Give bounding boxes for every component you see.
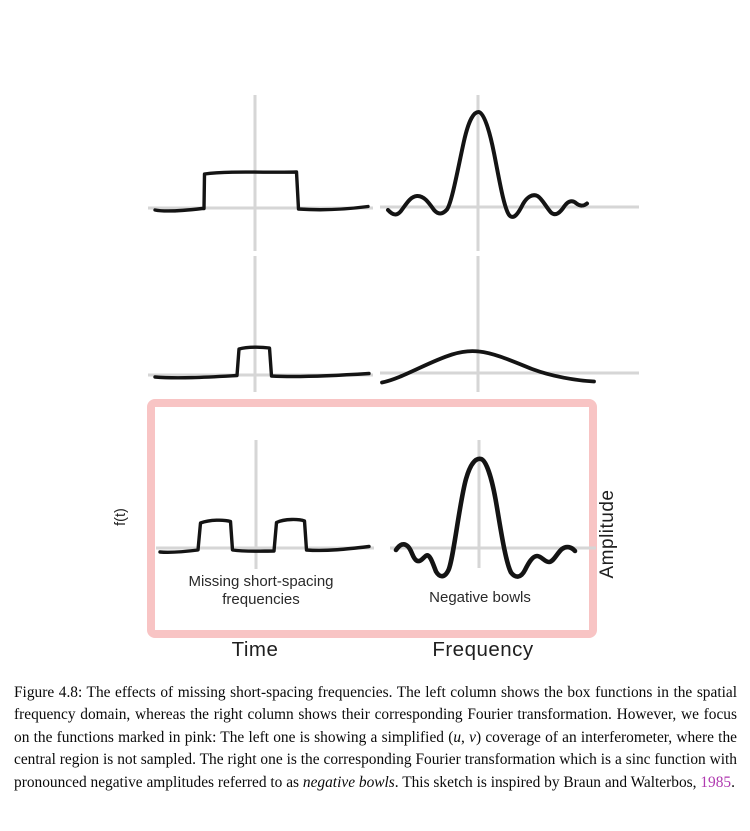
caption-segment: . This sketch is inspired by Braun and Walterbos,	[394, 773, 701, 791]
citation-link-1985[interactable]: 1985	[700, 773, 732, 791]
plot-box-wide	[148, 95, 373, 251]
plot-sinc	[380, 95, 639, 251]
caption-segment: ,	[461, 728, 470, 746]
broad-gaussian-curve	[382, 351, 594, 382]
caption-segment: ) coverage of an interferometer, where the central region is not sampled. The right one is the corresponding Fourier transformation which is a sinc function with pronounced negative amplitudes referred to as	[14, 728, 737, 791]
wide-box-curve	[155, 172, 368, 211]
caption-math-u: u	[453, 728, 462, 746]
sinc-curve	[388, 112, 587, 217]
plot-broad-gaussian	[380, 256, 639, 392]
annotation-line-1: Missing short-spacing	[188, 573, 334, 590]
caption-negative-bowls-emphasis: negative bowls	[302, 773, 395, 791]
y-axis-label-amplitude: Amplitude	[597, 489, 618, 579]
x-axis-label-frequency: Frequency	[432, 638, 534, 661]
narrow-box-curve	[155, 347, 369, 378]
x-axis-label-time: Time	[231, 638, 279, 661]
caption-segment: .	[731, 773, 735, 791]
figure-caption	[14, 682, 737, 794]
annotation-line-2: frequencies	[222, 590, 300, 608]
caption-segment: Figure 4.8: The effects of missing short-spacing frequencies. The left column shows the box functions in the spatial frequency domain, whereas the right column shows their corresponding Fourier transformation. However, we focus on the functions marked in pink: The left one is showing a simplified (	[14, 684, 737, 746]
caption-math-v: v	[469, 728, 476, 746]
annotation-negative-bowls: Negative bowls	[429, 589, 531, 606]
plot-box-narrow	[148, 256, 373, 392]
y-axis-label-ft: f(t)	[113, 508, 129, 526]
annotation-missing-frequencies	[161, 573, 361, 608]
